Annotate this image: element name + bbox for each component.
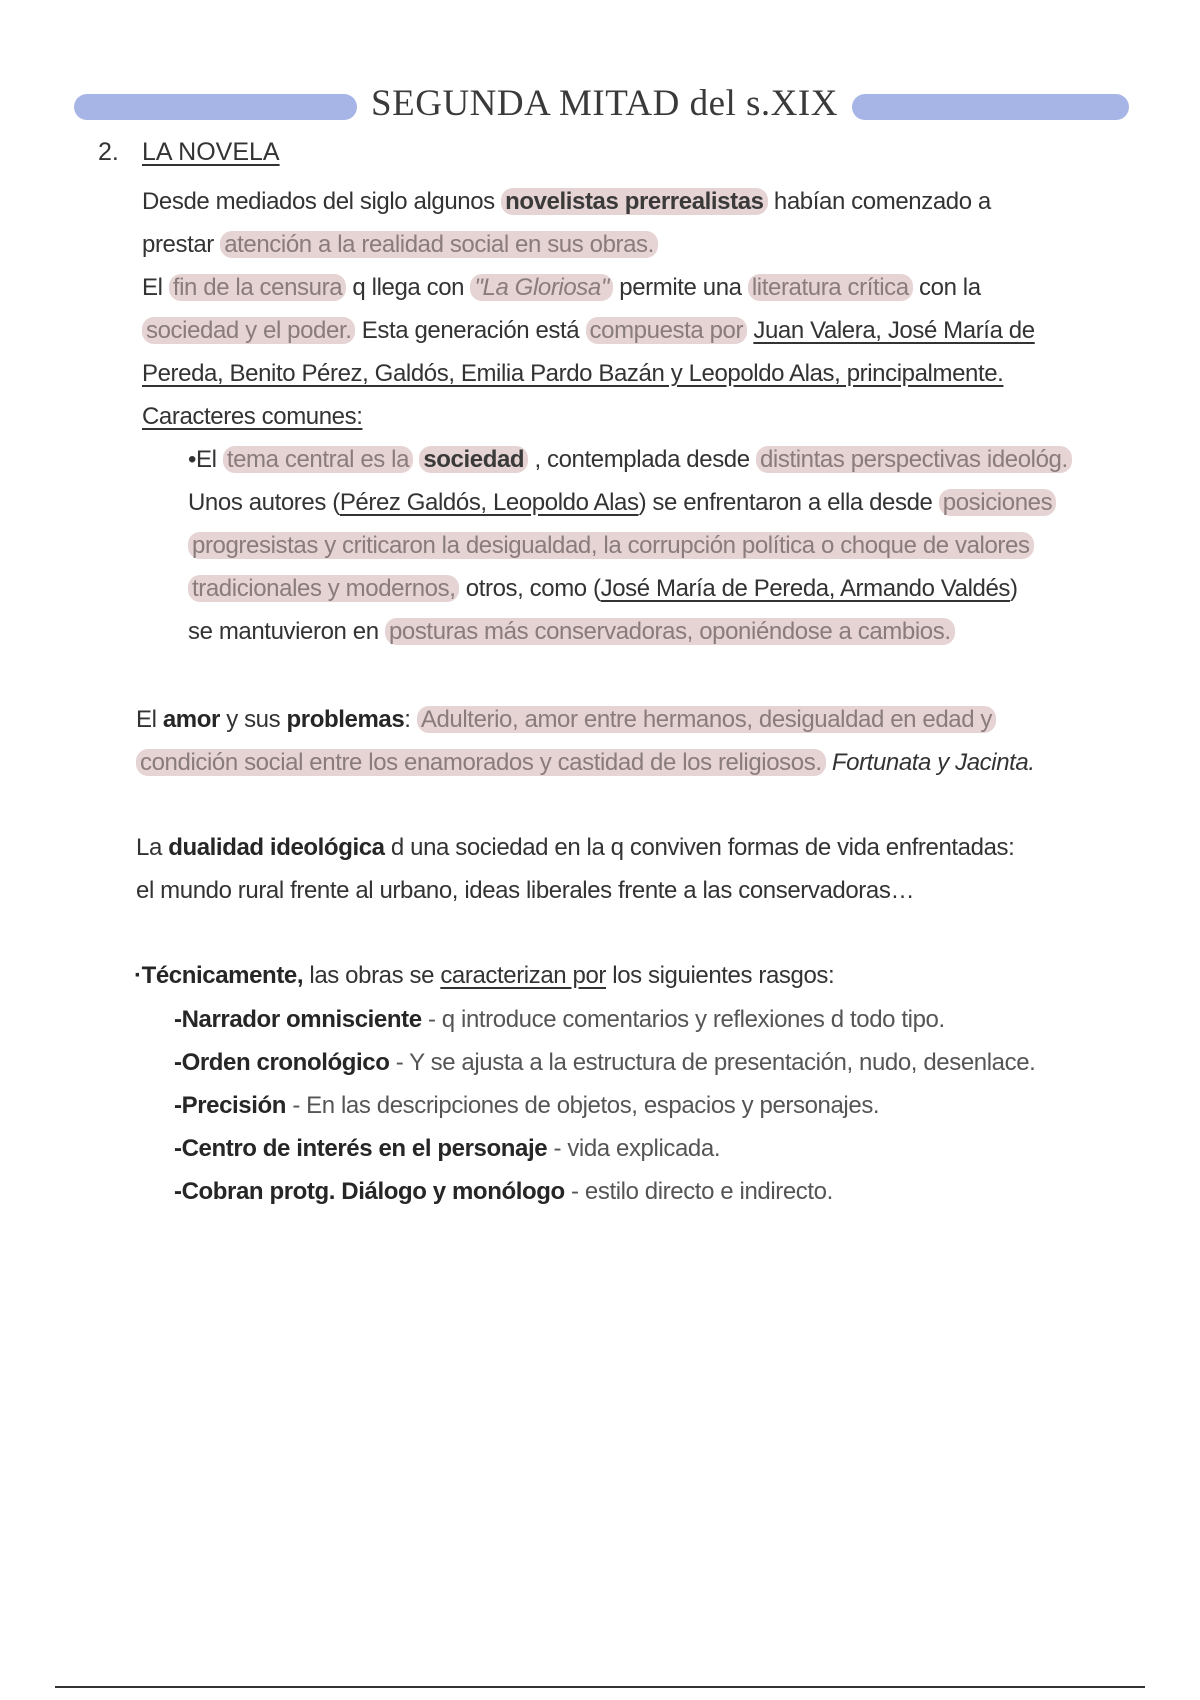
highlight: progresistas y criticaron la desigualdad, la corrupción política o choque de valores bbox=[188, 532, 1034, 559]
intro-line-5 bbox=[142, 352, 1035, 395]
highlight: condición social entre los enamorados y castidad de los religiosos. bbox=[136, 749, 826, 776]
text: y sus bbox=[226, 706, 281, 733]
text: d una sociedad en la q conviven formas de vida enfrentadas: bbox=[390, 834, 1015, 861]
tecnica-list bbox=[174, 998, 1035, 1213]
underlined-text: Pérez Galdós, Leopoldo Alas bbox=[339, 489, 639, 516]
header-bar-right bbox=[852, 94, 1129, 120]
item-text: - vida explicada. bbox=[547, 1135, 721, 1162]
amor-paragraph bbox=[136, 698, 1035, 784]
text: las obras se bbox=[309, 962, 435, 989]
text: , contemplada desde bbox=[534, 446, 750, 473]
highlight: posiciones bbox=[939, 489, 1056, 516]
caracteres-line-1 bbox=[188, 438, 1072, 481]
text: q llega con bbox=[352, 274, 465, 301]
text: El bbox=[142, 274, 163, 301]
intro-line-6 bbox=[142, 395, 1035, 438]
text: : bbox=[404, 706, 411, 733]
highlight: posturas más conservadoras, oponiéndose a cambios. bbox=[385, 618, 955, 645]
bold-term: amor bbox=[162, 706, 220, 733]
item-term: -Centro de interés en el personaje bbox=[174, 1135, 548, 1162]
subheading: Caracteres comunes: bbox=[142, 403, 363, 430]
book-title: Fortunata y Jacinta. bbox=[831, 749, 1035, 776]
item-term: -Narrador omnisciente bbox=[174, 1006, 422, 1033]
page-title: SEGUNDA MITAD del s.XIX bbox=[371, 83, 838, 124]
highlight: sociedad y el poder. bbox=[142, 317, 355, 344]
highlight: novelistas prerrealistas bbox=[501, 188, 768, 215]
underlined-text: caracterizan por bbox=[440, 962, 606, 989]
text: ) bbox=[1010, 575, 1018, 602]
highlight: fin de la censura bbox=[169, 274, 346, 301]
tecnica-intro bbox=[134, 954, 834, 997]
caracteres-line-2 bbox=[188, 481, 1072, 524]
dualidad-line-1 bbox=[136, 826, 1014, 869]
text: el mundo rural frente al urbano, ideas liberales frente a las conservadoras… bbox=[136, 877, 915, 904]
bottom-divider bbox=[55, 1686, 1145, 1688]
text: El bbox=[136, 706, 157, 733]
caracteres-line-4 bbox=[188, 567, 1072, 610]
intro-paragraph bbox=[142, 180, 1035, 438]
highlight: literatura crítica bbox=[748, 274, 913, 301]
text: los siguientes rasgos: bbox=[612, 962, 835, 989]
text: Unos autores ( bbox=[188, 489, 340, 516]
list-item bbox=[174, 1041, 1035, 1084]
highlight: compuesta por bbox=[586, 317, 748, 344]
caracteres-paragraph bbox=[188, 438, 1072, 653]
dualidad-paragraph bbox=[136, 826, 1014, 912]
page-header bbox=[0, 78, 1200, 134]
amor-line-1 bbox=[136, 698, 1035, 741]
item-text: - q introduce comentarios y reflexiones d todo tipo. bbox=[421, 1006, 945, 1033]
item-text: - En las descripciones de objetos, espacios y personajes. bbox=[286, 1092, 880, 1119]
item-term: -Orden cronológico bbox=[174, 1049, 390, 1076]
text: ) se enfrentaron a ella desde bbox=[638, 489, 933, 516]
intro-line-1 bbox=[142, 180, 1035, 223]
dualidad-line-2 bbox=[136, 869, 1014, 912]
text: otros, como ( bbox=[465, 575, 601, 602]
text: habían comenzado a bbox=[773, 188, 991, 215]
bold-term: dualidad ideológica bbox=[168, 834, 385, 861]
list-item bbox=[174, 998, 1035, 1041]
text: La bbox=[136, 834, 162, 861]
text: Desde mediados del siglo algunos bbox=[142, 188, 495, 215]
text: se mantuvieron en bbox=[188, 618, 379, 645]
intro-line-3 bbox=[142, 266, 1035, 309]
item-term: -Precisión bbox=[174, 1092, 287, 1119]
highlight: sociedad bbox=[419, 446, 528, 473]
list-item bbox=[174, 1084, 1035, 1127]
text: con la bbox=[919, 274, 981, 301]
item-text: - estilo directo e indirecto. bbox=[564, 1178, 833, 1205]
bold-term: ·Técnicamente, bbox=[134, 962, 304, 989]
list-item bbox=[174, 1127, 1035, 1170]
highlight: distintas perspectivas ideológ. bbox=[756, 446, 1072, 473]
amor-line-2 bbox=[136, 741, 1035, 784]
underlined-text: Pereda, Benito Pérez, Galdós, Emilia Pardo Bazán y Leopoldo Alas, principalmente. bbox=[142, 360, 1004, 387]
highlight: atención a la realidad social en sus obras. bbox=[220, 231, 658, 258]
caracteres-line-3 bbox=[188, 524, 1072, 567]
text: Esta generación está bbox=[361, 317, 580, 344]
highlight-quote: "La Gloriosa" bbox=[470, 274, 613, 301]
text: prestar bbox=[142, 231, 214, 258]
highlight: Adulterio, amor entre hermanos, desigualdad en edad y bbox=[417, 706, 996, 733]
section-number: 2. bbox=[98, 138, 119, 166]
underlined-text: José María de Pereda, Armando Valdés bbox=[600, 575, 1011, 602]
header-bar-left bbox=[74, 94, 357, 120]
text: •El bbox=[188, 446, 217, 473]
highlight: tradicionales y modernos, bbox=[188, 575, 459, 602]
tecnica-line-1 bbox=[134, 954, 834, 997]
underlined-text: Juan Valera, José María de bbox=[753, 317, 1035, 344]
bold-term: problemas bbox=[286, 706, 405, 733]
item-text: - Y se ajusta a la estructura de presentación, nudo, desenlace. bbox=[389, 1049, 1036, 1076]
section-title: LA NOVELA bbox=[142, 138, 280, 166]
intro-line-4 bbox=[142, 309, 1035, 352]
text: permite una bbox=[619, 274, 742, 301]
intro-line-2 bbox=[142, 223, 1035, 266]
list-item bbox=[174, 1170, 1035, 1213]
highlight: tema central es la bbox=[223, 446, 413, 473]
caracteres-line-5 bbox=[188, 610, 1072, 653]
item-term: -Cobran protg. Diálogo y monólogo bbox=[174, 1178, 565, 1205]
